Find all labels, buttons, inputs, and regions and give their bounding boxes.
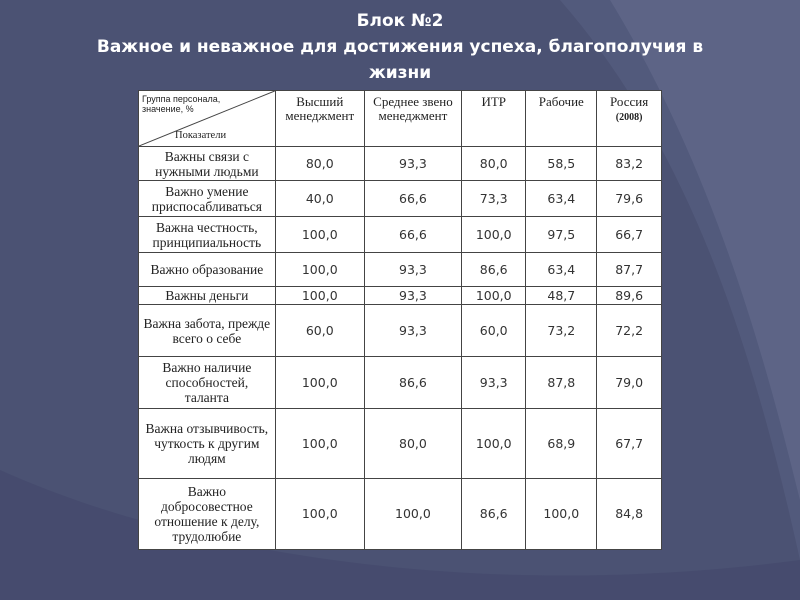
table-cell: 86,6	[462, 253, 526, 287]
table-cell: 100,0	[275, 287, 364, 305]
table-cell: 73,3	[462, 181, 526, 217]
table-cell: 100,0	[275, 253, 364, 287]
table-cell: 100,0	[462, 409, 526, 479]
table-cell: 60,0	[462, 305, 526, 357]
column-header-note: (2008)	[615, 112, 643, 123]
column-header: Среднее звено менеджмент	[364, 91, 461, 147]
table-corner-cell	[139, 91, 276, 147]
slide-title-line3: жизни	[368, 63, 432, 83]
table-cell: 66,6	[364, 181, 461, 217]
table-cell: 93,3	[364, 147, 461, 181]
table-cell: 40,0	[275, 181, 364, 217]
table-cell: 80,0	[275, 147, 364, 181]
table-cell: 100,0	[275, 217, 364, 253]
table-cell: 63,4	[526, 253, 597, 287]
table-row	[139, 181, 662, 217]
table-cell: 100,0	[275, 409, 364, 479]
table-cell: 80,0	[462, 147, 526, 181]
table-cell: 72,2	[597, 305, 662, 357]
table-cell: 100,0	[275, 357, 364, 409]
corner-bottom-label: Показатели	[175, 130, 227, 141]
data-table	[138, 90, 662, 550]
table-cell: 100,0	[462, 217, 526, 253]
table-cell: 97,5	[526, 217, 597, 253]
table-row	[139, 287, 662, 305]
table-header-row	[139, 91, 662, 147]
column-header: Рабочие	[526, 91, 597, 147]
corner-top-label	[142, 94, 220, 114]
slide-title-line1: Блок №2	[356, 11, 444, 31]
table-row	[139, 147, 662, 181]
table-cell: 93,3	[462, 357, 526, 409]
table-cell: 66,6	[364, 217, 461, 253]
column-header-label: Россия	[610, 94, 649, 109]
table-cell: 89,6	[597, 287, 662, 305]
row-label: Важна забота, прежде всего о себе	[139, 305, 276, 357]
table-cell: 60,0	[275, 305, 364, 357]
table-row	[139, 217, 662, 253]
table-cell: 86,6	[462, 479, 526, 550]
row-label: Важно наличие способностей, таланта	[139, 357, 276, 409]
table-cell: 48,7	[526, 287, 597, 305]
table-cell: 87,8	[526, 357, 597, 409]
table-cell: 79,6	[597, 181, 662, 217]
table-cell: 83,2	[597, 147, 662, 181]
table-row	[139, 409, 662, 479]
table-cell: 100,0	[364, 479, 461, 550]
row-label: Важна честность, принципиальность	[139, 217, 276, 253]
table-cell: 93,3	[364, 287, 461, 305]
column-header: ИТР	[462, 91, 526, 147]
table-cell: 93,3	[364, 253, 461, 287]
table-cell: 79,0	[597, 357, 662, 409]
corner-top-line2: значение, %	[142, 104, 194, 114]
table-row	[139, 357, 662, 409]
table-cell: 66,7	[597, 217, 662, 253]
table-cell: 67,7	[597, 409, 662, 479]
table-cell: 100,0	[275, 479, 364, 550]
row-label: Важно образование	[139, 253, 276, 287]
table-cell: 100,0	[526, 479, 597, 550]
table-cell: 84,8	[597, 479, 662, 550]
slide-title	[40, 8, 760, 86]
table-cell: 93,3	[364, 305, 461, 357]
table-cell: 80,0	[364, 409, 461, 479]
table-cell: 73,2	[526, 305, 597, 357]
row-label: Важны деньги	[139, 287, 276, 305]
data-table-container	[138, 90, 662, 549]
table-cell: 63,4	[526, 181, 597, 217]
row-label: Важна отзывчивость, чуткость к другим людям	[139, 409, 276, 479]
row-label: Важны связи с нужными людьми	[139, 147, 276, 181]
column-header	[597, 91, 662, 147]
table-cell: 86,6	[364, 357, 461, 409]
row-label: Важно добросовестное отношение к делу, трудолюбие	[139, 479, 276, 550]
column-header: Высший менеджмент	[275, 91, 364, 147]
table-row	[139, 253, 662, 287]
table-cell: 87,7	[597, 253, 662, 287]
corner-top-line1: Группа персонала,	[142, 94, 221, 104]
table-row	[139, 479, 662, 550]
table-cell: 68,9	[526, 409, 597, 479]
table-row	[139, 305, 662, 357]
slide-title-line2: Важное и неважное для достижения успеха, благополучия в	[96, 37, 704, 57]
table-cell: 100,0	[462, 287, 526, 305]
table-cell: 58,5	[526, 147, 597, 181]
row-label: Важно умение приспосабливаться	[139, 181, 276, 217]
